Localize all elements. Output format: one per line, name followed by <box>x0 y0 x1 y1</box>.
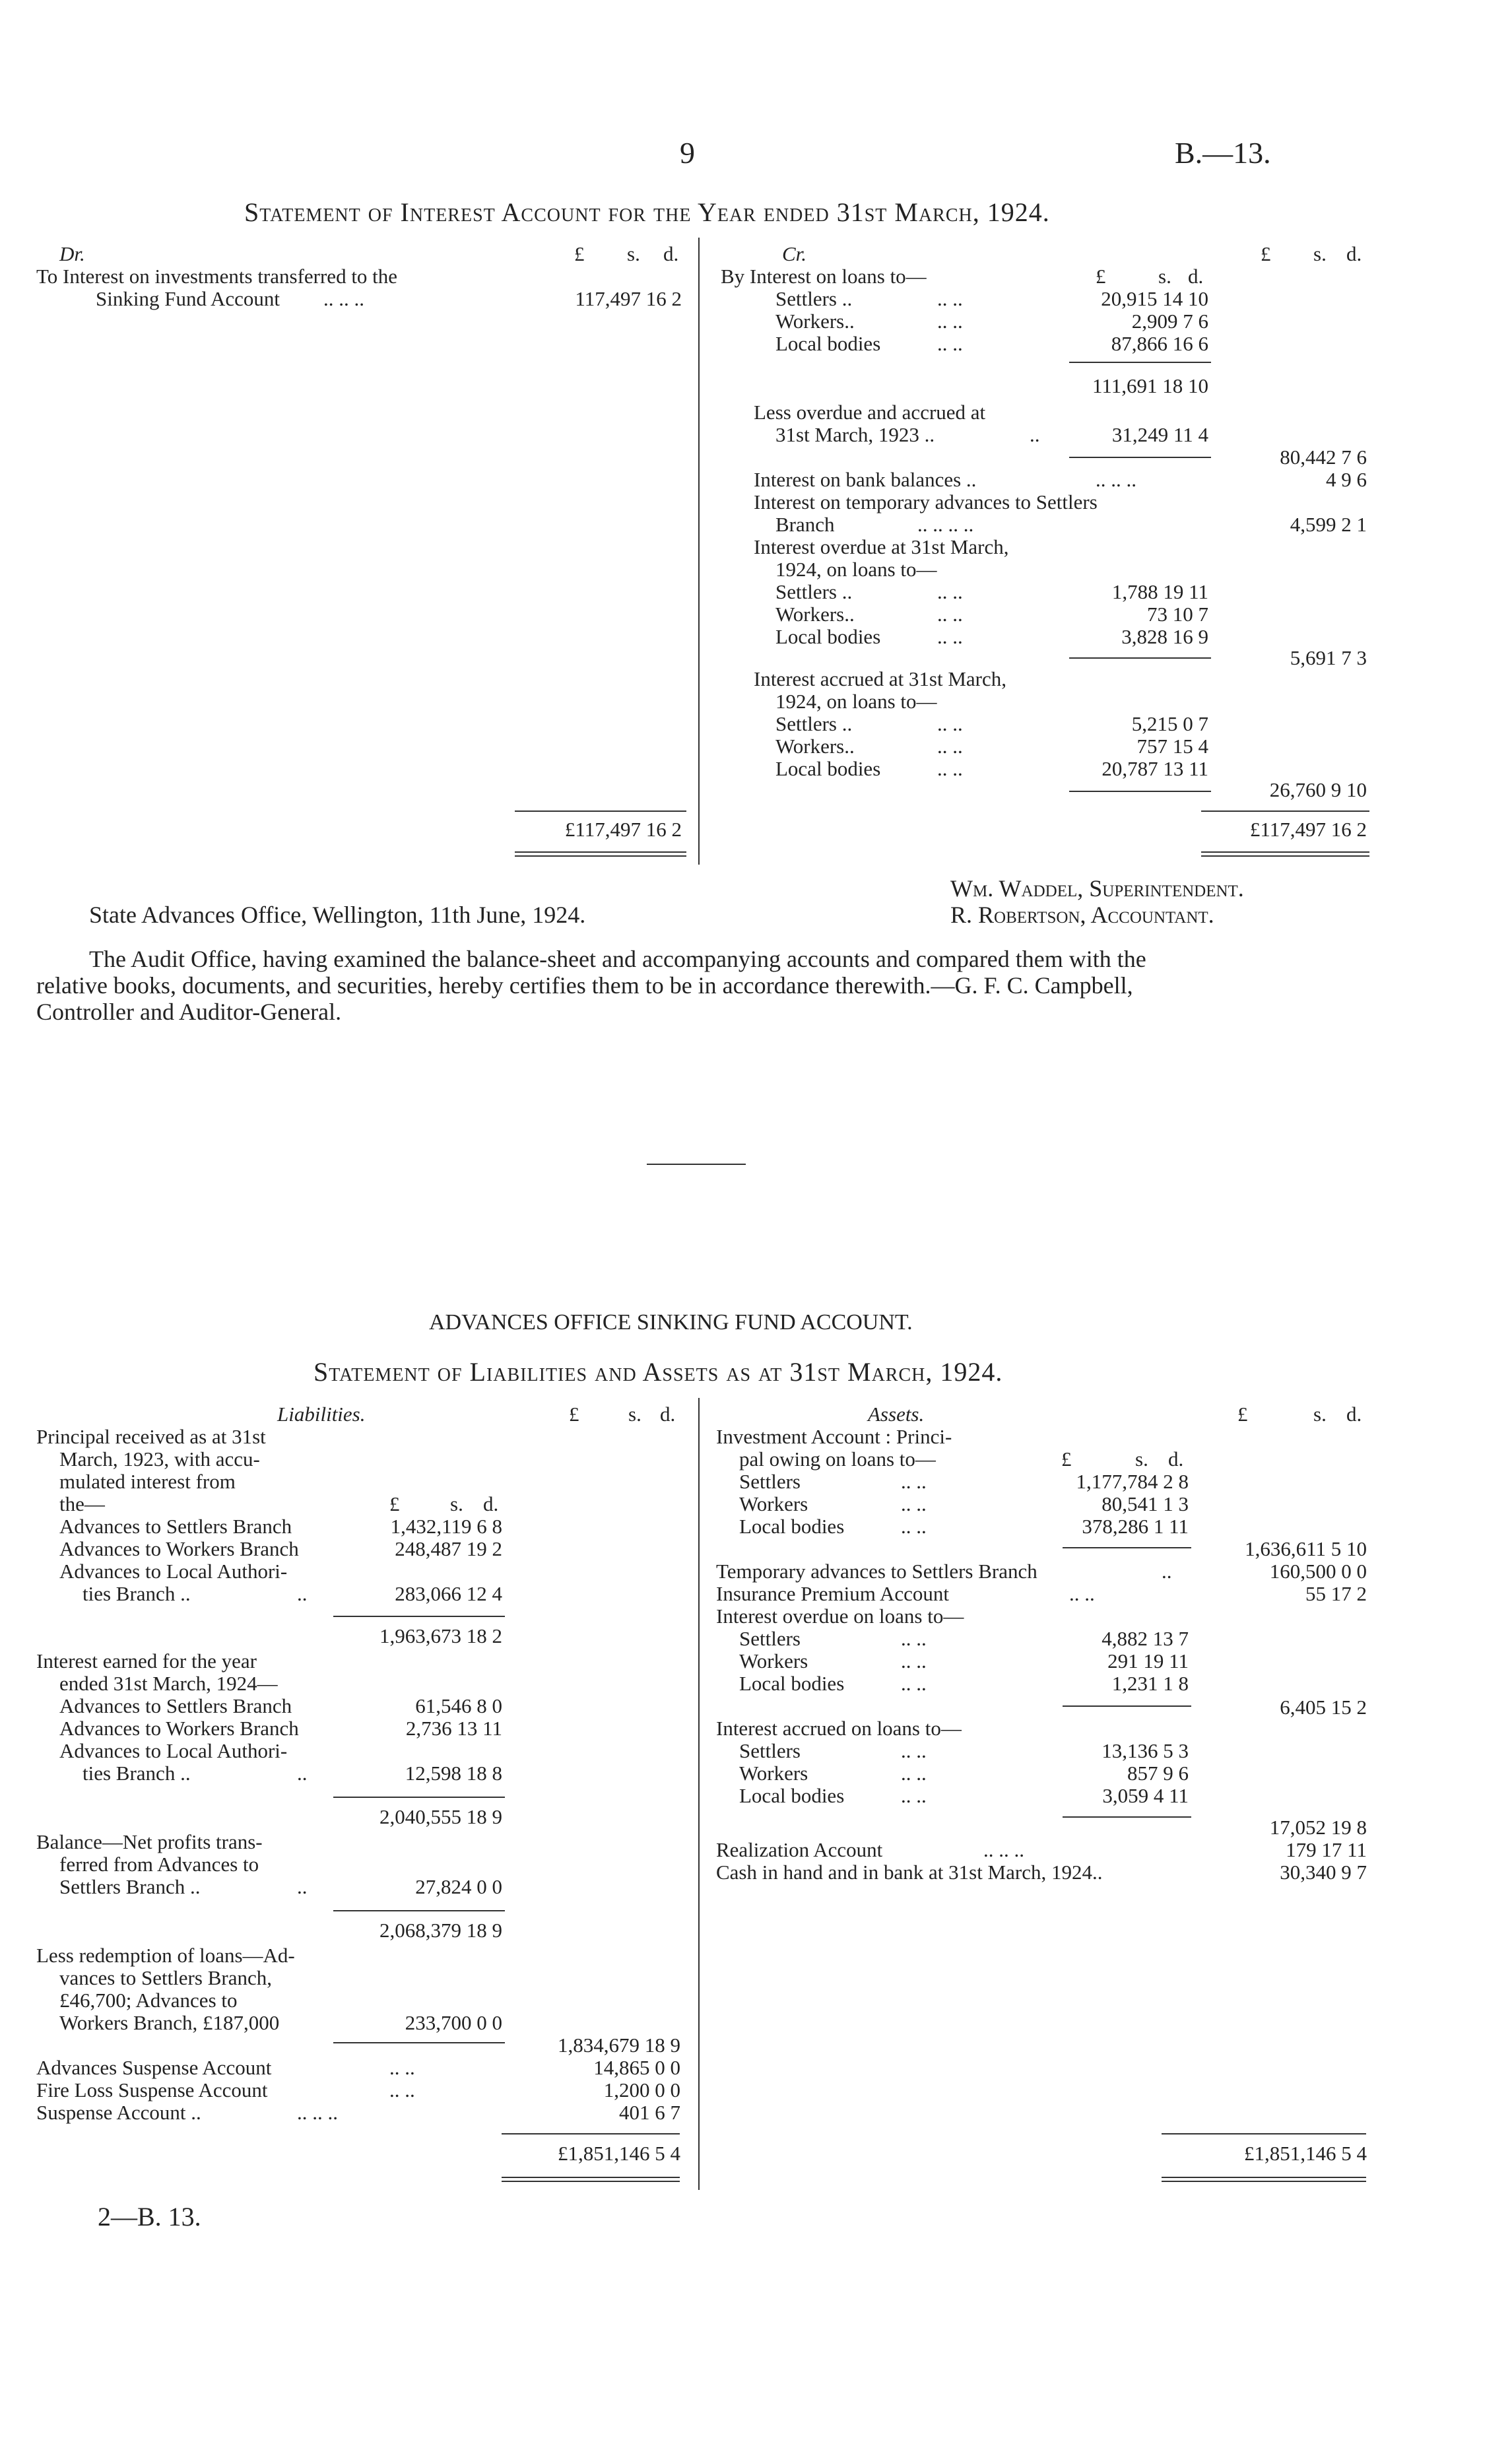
loan-item-dots: .. .. <box>937 287 963 310</box>
sinking-fund-subheading: Statement of Liabilities and Assets as at 31st March, 1924. <box>313 1357 1003 1387</box>
accrued-item-amount: 757 15 4 <box>1136 735 1208 758</box>
loan-item: Workers.. <box>775 310 855 333</box>
overdue-line-2: 1924, on loans to— <box>775 558 937 581</box>
temporary-advances-amount: 160,500 0 0 <box>1269 1560 1367 1583</box>
asset-overdue-item-dots: .. .. <box>901 1649 927 1672</box>
overdue-line-1: Interest overdue at 31st March, <box>754 535 1009 558</box>
net-loan-interest: 80,442 7 6 <box>1280 446 1367 469</box>
local-authorities-amount: 283,066 12 4 <box>395 1582 502 1605</box>
asset-accrued-item-dots: .. .. <box>901 1784 927 1807</box>
insurance-premium-label: Insurance Premium Account <box>716 1582 949 1605</box>
principal-total: 1,963,673 18 2 <box>379 1624 502 1647</box>
assets-sub-pounds: £ <box>1061 1447 1072 1471</box>
asset-accrued-item: Workers <box>739 1762 808 1785</box>
asset-accrued-total: 17,052 19 8 <box>1269 1816 1367 1839</box>
other-liability-amount: 401 6 7 <box>619 2101 680 2124</box>
temp-advances-amount: 4,599 2 1 <box>1290 513 1367 536</box>
interest-item-amount: 2,736 13 11 <box>405 1717 502 1740</box>
principal-line: Principal received as at 31st <box>36 1425 266 1448</box>
other-liability-dots: .. .. .. <box>297 2101 338 2124</box>
investment-line-1: Investment Account : Princi- <box>716 1425 952 1448</box>
accrued-item-dots: .. .. <box>937 735 963 758</box>
accrued-item-amount: 20,787 13 11 <box>1101 757 1208 780</box>
overdue-item: Local bodies <box>775 625 881 648</box>
investment-item: Workers <box>739 1492 808 1515</box>
dr-col-shillings: s. <box>627 242 640 265</box>
dr-col-pence: d. <box>663 242 679 265</box>
less-line-2-dots: .. <box>1030 423 1040 446</box>
assets-total: £1,851,146 5 4 <box>1244 2142 1367 2165</box>
asset-accrued-item: Settlers <box>739 1739 801 1762</box>
signature-mark: 2—B. 13. <box>98 2202 201 2232</box>
overdue-item-dots: .. .. <box>937 603 963 626</box>
less-line-2: 31st March, 1923 .. <box>775 423 935 446</box>
investment-item-dots: .. .. <box>901 1492 927 1515</box>
overdue-item-dots: .. .. <box>937 625 963 648</box>
asset-overdue-item-amount: 1,231 1 8 <box>1111 1672 1189 1695</box>
local-authorities-dots: .. <box>297 1582 308 1605</box>
assets-label: Assets. <box>868 1403 925 1426</box>
investment-item-dots: .. .. <box>901 1470 927 1493</box>
liab-sub-pounds: £ <box>389 1492 400 1515</box>
cr-col-pounds: £ <box>1261 242 1271 265</box>
less-amount: 31,249 11 4 <box>1111 423 1208 446</box>
redemption-amount: 233,700 0 0 <box>405 2011 502 2034</box>
loan-item-amount: 20,915 14 10 <box>1101 287 1208 310</box>
accrued-item-amount: 5,215 0 7 <box>1131 712 1208 735</box>
accrued-line-2: 1924, on loans to— <box>775 690 937 713</box>
overdue-item-amount: 1,788 19 11 <box>1111 580 1208 603</box>
assets-sub-shillings: s. <box>1135 1447 1148 1471</box>
principal-item-amount: 248,487 19 2 <box>395 1537 502 1560</box>
balance-line: Balance—Net profits trans- <box>36 1830 263 1853</box>
investment-item-dots: .. .. <box>901 1515 927 1538</box>
int-local-line-1: Advances to Local Authori- <box>59 1739 288 1762</box>
accrued-item: Local bodies <box>775 757 881 780</box>
less-line-1: Less overdue and accrued at <box>754 401 986 424</box>
interest-item-amount: 61,546 8 0 <box>415 1694 502 1717</box>
subtotal-2: 2,068,379 18 9 <box>379 1919 502 1942</box>
int-local-amount: 12,598 18 8 <box>405 1762 502 1785</box>
redemption-line: £46,700; Advances to <box>59 1989 238 2012</box>
principal-item-amount: 1,432,119 6 8 <box>390 1515 502 1538</box>
asset-accrued-label: Interest accrued on loans to— <box>716 1717 962 1740</box>
investment-item-amount: 80,541 1 3 <box>1101 1492 1189 1515</box>
subtotal-1: 2,040,555 18 9 <box>379 1805 502 1828</box>
other-liability-dots: .. .. <box>389 2056 415 2079</box>
temp-advances-line-2: Branch <box>775 513 835 536</box>
accrued-item: Workers.. <box>775 735 855 758</box>
insurance-premium-dots: .. .. <box>1069 1582 1095 1605</box>
asset-accrued-item-amount: 13,136 5 3 <box>1101 1739 1189 1762</box>
loan-item: Settlers .. <box>775 287 853 310</box>
dr-col-pounds: £ <box>574 242 585 265</box>
loans-sum: 111,691 18 10 <box>1092 374 1208 397</box>
liab-sub-pence: d. <box>483 1492 499 1515</box>
asset-accrued-item-amount: 857 9 6 <box>1127 1762 1189 1785</box>
interest-statement-title: Statement of Interest Account for the Year ended 31st March, 1924. <box>244 197 1050 227</box>
liab-col-pence: d. <box>660 1403 676 1426</box>
cr-sub-pence: d. <box>1188 265 1204 288</box>
overdue-item-dots: .. .. <box>937 580 963 603</box>
accrued-item-dots: .. .. <box>937 712 963 735</box>
redemption-line: vances to Settlers Branch, <box>59 1966 272 1989</box>
other-liability-amount: 14,865 0 0 <box>593 2056 680 2079</box>
local-authorities-line-2: ties Branch .. <box>82 1582 191 1605</box>
local-authorities-line-1: Advances to Local Authori- <box>59 1560 288 1583</box>
superintendent-signature: Wm. Waddel, Superintendent. <box>950 875 1244 902</box>
loan-item-amount: 2,909 7 6 <box>1131 310 1208 333</box>
investment-item: Local bodies <box>739 1515 845 1538</box>
bank-balances-label: Interest on bank balances .. <box>754 468 977 491</box>
dr-total: £117,497 16 2 <box>564 818 682 841</box>
cr-label: Cr. <box>782 242 807 265</box>
investment-item: Settlers <box>739 1470 801 1493</box>
investment-item-amount: 378,286 1 11 <box>1082 1515 1189 1538</box>
bank-balances-dots: .. .. .. <box>1096 468 1136 491</box>
other-liability: Fire Loss Suspense Account <box>36 2078 268 2101</box>
dr-amount: 117,497 16 2 <box>575 287 682 310</box>
audit-line-1: The Audit Office, having examined the balance-sheet and accompanying accounts and compared them with the <box>89 946 1146 972</box>
principal-item: Advances to Workers Branch <box>59 1537 299 1560</box>
investment-line-2: pal owing on loans to— <box>739 1447 936 1471</box>
assets-col-shillings: s. <box>1313 1403 1327 1426</box>
liab-sub-shillings: s. <box>450 1492 463 1515</box>
asset-overdue-item: Settlers <box>739 1627 801 1650</box>
cr-col-pence: d. <box>1346 242 1362 265</box>
overdue-total: 5,691 7 3 <box>1290 646 1367 669</box>
balance-dots: .. <box>297 1875 308 1898</box>
dr-label: Dr. <box>59 242 85 265</box>
accrued-line-1: Interest accrued at 31st March, <box>754 667 1007 690</box>
realization-amount: 179 17 11 <box>1286 1838 1367 1861</box>
sinking-fund-heading: ADVANCES OFFICE SINKING FUND ACCOUNT. <box>429 1310 913 1335</box>
cr-sub-pounds: £ <box>1096 265 1106 288</box>
accrued-item: Settlers .. <box>775 712 853 735</box>
temp-advances-line-1: Interest on temporary advances to Settlers <box>754 490 1098 513</box>
cr-sub-shillings: s. <box>1158 265 1171 288</box>
insurance-premium-amount: 55 17 2 <box>1305 1582 1367 1605</box>
loan-item-amount: 87,866 16 6 <box>1111 332 1208 355</box>
principal-line: mulated interest from <box>59 1470 236 1493</box>
realization-dots: .. .. .. <box>983 1838 1024 1861</box>
asset-accrued-item-dots: .. .. <box>901 1739 927 1762</box>
loan-item-dots: .. .. <box>937 332 963 355</box>
asset-overdue-item-amount: 4,882 13 7 <box>1101 1627 1189 1650</box>
audit-line-2: relative books, documents, and securities, hereby certifies them to be in accordance therewith.—G. F. C. Campbell, <box>36 972 1133 999</box>
interest-item: Advances to Settlers Branch <box>59 1694 292 1717</box>
asset-overdue-label: Interest overdue on loans to— <box>716 1604 964 1628</box>
interest-earned-line: ended 31st March, 1924— <box>59 1672 278 1695</box>
liabilities-total: £1,851,146 5 4 <box>558 2142 680 2165</box>
other-liability: Suspense Account .. <box>36 2101 201 2124</box>
int-local-line-2: ties Branch .. <box>82 1762 191 1785</box>
investment-total: 1,636,611 5 10 <box>1245 1537 1367 1560</box>
dr-line-2: Sinking Fund Account <box>96 287 280 310</box>
principal-item: Advances to Settlers Branch <box>59 1515 292 1538</box>
asset-accrued-item-amount: 3,059 4 11 <box>1102 1784 1189 1807</box>
asset-overdue-item-amount: 291 19 11 <box>1107 1649 1189 1672</box>
cr-total: £117,497 16 2 <box>1249 818 1367 841</box>
accountant-signature: R. Robertson, Accountant. <box>950 902 1214 928</box>
other-liability-dots: .. .. <box>389 2078 415 2101</box>
document-reference: B.—13. <box>1175 136 1271 170</box>
loan-item-dots: .. .. <box>937 310 963 333</box>
assets-col-pounds: £ <box>1237 1403 1248 1426</box>
liab-col-pounds: £ <box>569 1403 579 1426</box>
redemption-line: Workers Branch, £187,000 <box>59 2011 280 2034</box>
balance-line: ferred from Advances to <box>59 1853 259 1876</box>
temporary-advances-label: Temporary advances to Settlers Branch <box>716 1560 1037 1583</box>
cr-col-shillings: s. <box>1313 242 1327 265</box>
overdue-item: Settlers .. <box>775 580 853 603</box>
other-liability-amount: 1,200 0 0 <box>603 2078 680 2101</box>
asset-overdue-item: Local bodies <box>739 1672 845 1695</box>
interest-earned-line: Interest earned for the year <box>36 1649 257 1672</box>
asset-overdue-item-dots: .. .. <box>901 1672 927 1695</box>
cash-label: Cash in hand and in bank at 31st March, 1924.. <box>716 1861 1103 1884</box>
assets-col-pence: d. <box>1346 1403 1362 1426</box>
accrued-item-dots: .. .. <box>937 757 963 780</box>
cash-amount: 30,340 9 7 <box>1280 1861 1367 1884</box>
loan-item: Local bodies <box>775 332 881 355</box>
asset-overdue-item: Workers <box>739 1649 808 1672</box>
dr-line-1: To Interest on investments transferred to the <box>36 265 398 288</box>
assets-sub-pence: d. <box>1168 1447 1184 1471</box>
other-liability: Advances Suspense Account <box>36 2056 272 2079</box>
interest-item: Advances to Workers Branch <box>59 1717 299 1740</box>
temp-advances-dots: .. .. .. .. <box>917 513 974 536</box>
asset-overdue-item-dots: .. .. <box>901 1627 927 1650</box>
asset-overdue-total: 6,405 15 2 <box>1280 1696 1367 1719</box>
realization-label: Realization Account <box>716 1838 883 1861</box>
liabilities-label: Liabilities. <box>277 1403 366 1426</box>
overdue-item-amount: 73 10 7 <box>1147 603 1208 626</box>
liab-col-shillings: s. <box>628 1403 641 1426</box>
dr-line-2-dots: .. .. .. <box>323 287 364 310</box>
redemption-line: Less redemption of loans—Ad- <box>36 1944 295 1967</box>
net-liabilities-total: 1,834,679 18 9 <box>558 2034 680 2057</box>
page-number: 9 <box>680 136 695 170</box>
int-local-dots: .. <box>297 1762 308 1785</box>
temporary-advances-dots: .. <box>1162 1560 1172 1583</box>
overdue-item-amount: 3,828 16 9 <box>1121 625 1208 648</box>
principal-line: March, 1923, with accu- <box>59 1447 260 1471</box>
principal-line: the— <box>59 1492 105 1515</box>
investment-item-amount: 1,177,784 2 8 <box>1076 1470 1189 1493</box>
audit-line-3: Controller and Auditor-General. <box>36 999 342 1025</box>
bank-balances-amount: 4 9 6 <box>1326 468 1367 491</box>
asset-accrued-item-dots: .. .. <box>901 1762 927 1785</box>
balance-line: Settlers Branch .. <box>59 1875 201 1898</box>
cr-by-loans: By Interest on loans to— <box>721 265 927 288</box>
asset-accrued-item: Local bodies <box>739 1784 845 1807</box>
accrued-total: 26,760 9 10 <box>1269 778 1367 801</box>
overdue-item: Workers.. <box>775 603 855 626</box>
office-dateline: State Advances Office, Wellington, 11th June, 1924. <box>89 902 586 928</box>
balance-amount: 27,824 0 0 <box>415 1875 502 1898</box>
